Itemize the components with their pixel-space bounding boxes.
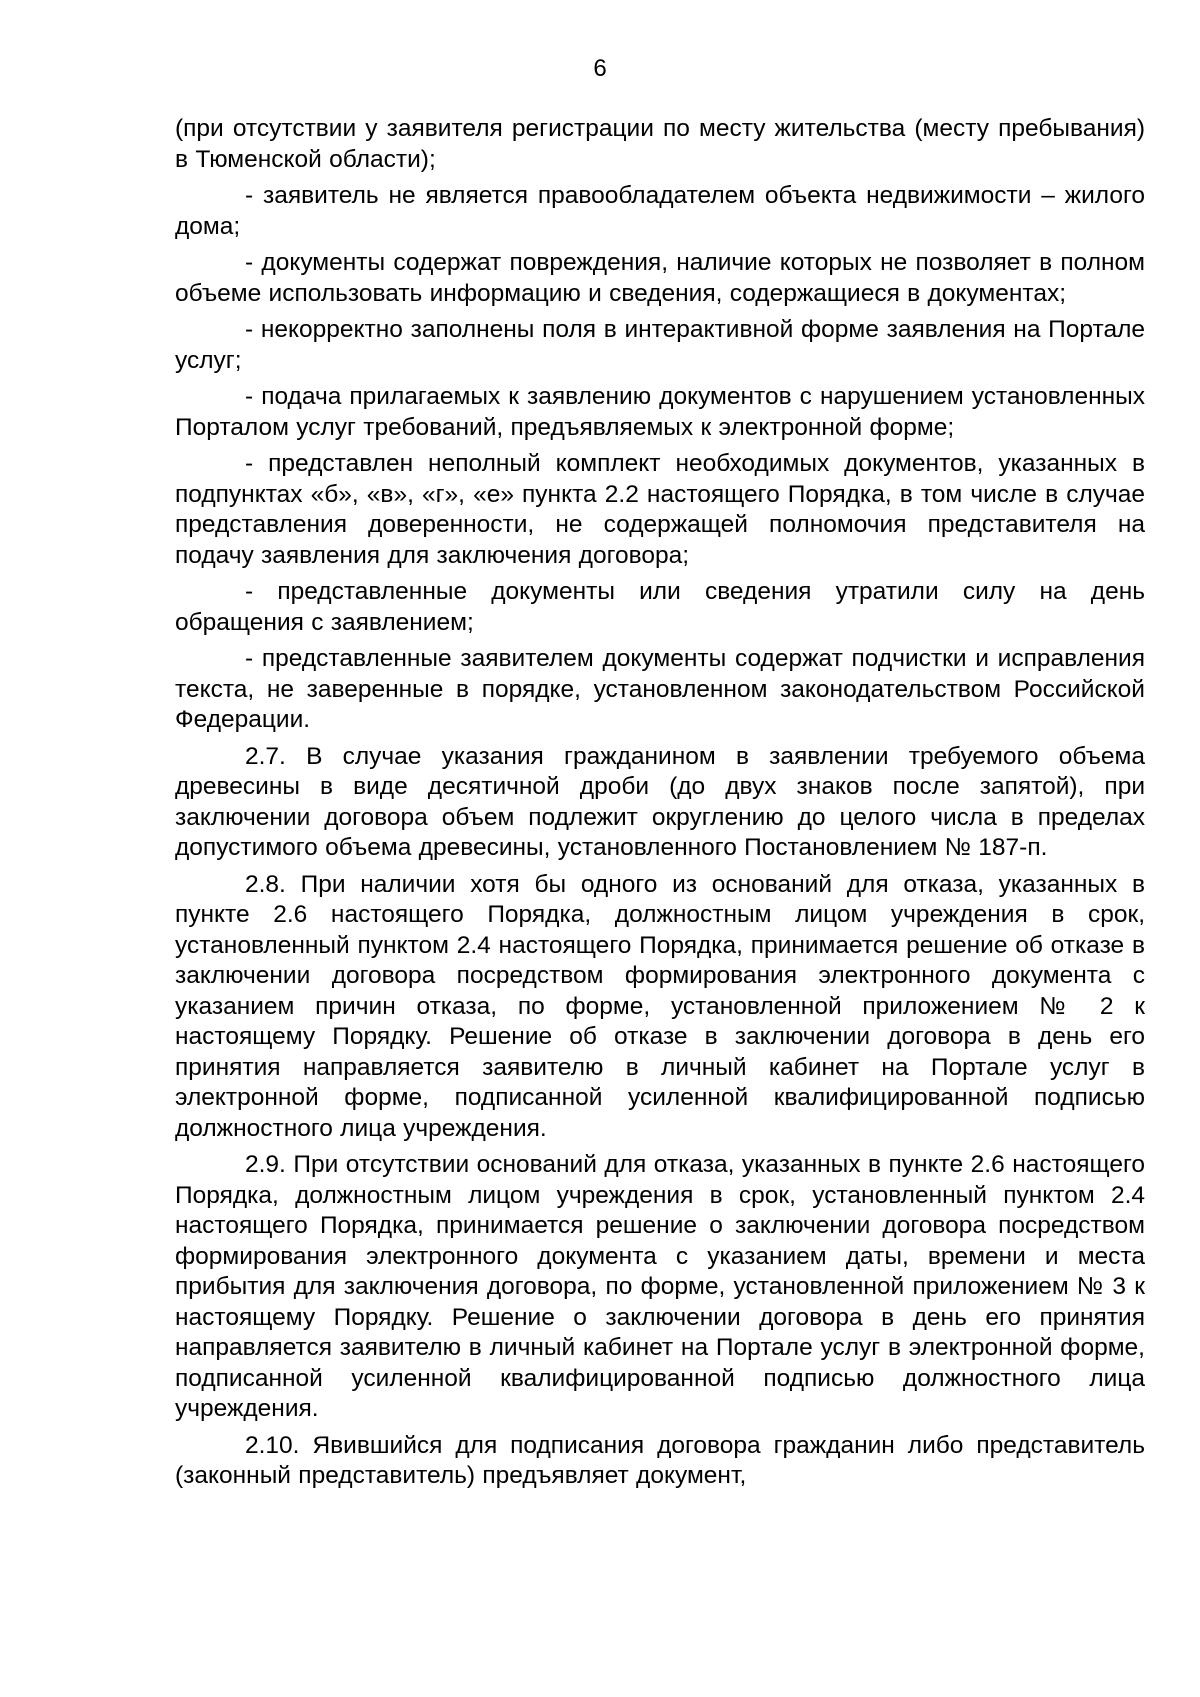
paragraph-not-rightholder: - заявитель не является правообладателем объекта недвижимости – жилого дома;	[175, 182, 1145, 240]
paragraph-section-2-10: 2.10. Явившийся для подписания договора гражданин либо представитель (законный представитель) предъявляет документ,	[175, 1431, 1145, 1489]
paragraph-corrected-documents: - представленные заявителем документы содержат подчистки и исправления текста, не заверенные в порядке, установленном законодательством Российской Федерации.	[175, 645, 1145, 733]
paragraph-section-2-8: 2.8. При наличии хотя бы одного из оснований для отказа, указанных в пункте 2.6 настоящего Порядка, должностным лицом учреждения в срок, установленный пунктом 2.4 настоящего Порядка, принимается решение об отказе в заключении договора посредством формирования электронного документа с указанием причин отказа, по форме, установленной приложением № 2 к настоящему Порядку. Решение об отказе в заключении договора в день его принятия направляется заявителю в личный кабинет на Портале услуг в электронной форме, подписанной усиленной квалифицированной подписью должностного лица учреждения.	[175, 870, 1145, 1142]
paragraph-incorrect-form-fields: - некорректно заполнены поля в интерактивной форме заявления на Портале услуг;	[175, 316, 1145, 374]
paragraph-section-2-7: 2.7. В случае указания гражданином в заявлении требуемого объема древесины в виде десятичной дроби (до двух знаков после запятой), при заключении договора объем подлежит округлению до целого числа в пределах допустимого объема древесины, установленного Постановлением № 187-п.	[175, 742, 1145, 861]
paragraph-section-2-9: 2.9. При отсутствии оснований для отказа, указанных в пункте 2.6 настоящего Порядка, должностным лицом учреждения в срок, установленный пунктом 2.4 настоящего Порядка, принимается решение о заключении договора посредством формирования электронного документа с указанием даты, времени и места прибытия для заключения договора, по форме, установленной приложением № 3 к настоящему Порядку. Решение о заключении договора в день его принятия направляется заявителю в личный кабинет на Портале услуг в электронной форме, подписанной усиленной квалифицированной подписью должностного лица учреждения.	[175, 1151, 1145, 1422]
paragraph-damaged-documents: - документы содержат повреждения, наличие которых не позволяет в полном объеме использовать информацию и сведения, содержащиеся в документах;	[175, 249, 1145, 307]
document-body	[175, 114, 1145, 1498]
paragraph-portal-requirements: - подача прилагаемых к заявлению документов с нарушением установленных Порталом услуг требований, предъявляемых к электронной форме;	[175, 383, 1145, 441]
paragraph-incomplete-documents: - представлен неполный комплект необходимых документов, указанных в подпунктах «б», «в», «г», «е» пункта 2.2 настоящего Порядка, в том числе в случае представления доверенности, не содержащей полномочия представителя на подачу заявления для заключения договора;	[175, 450, 1145, 569]
paragraph-expired-documents: - представленные документы или сведения утратили силу на день обращения с заявлением;	[175, 578, 1145, 636]
paragraph-registration-continuation: (при отсутствии у заявителя регистрации по месту жительства (месту пребывания) в Тюменской области);	[175, 115, 1145, 173]
page-number: 6	[593, 55, 607, 82]
